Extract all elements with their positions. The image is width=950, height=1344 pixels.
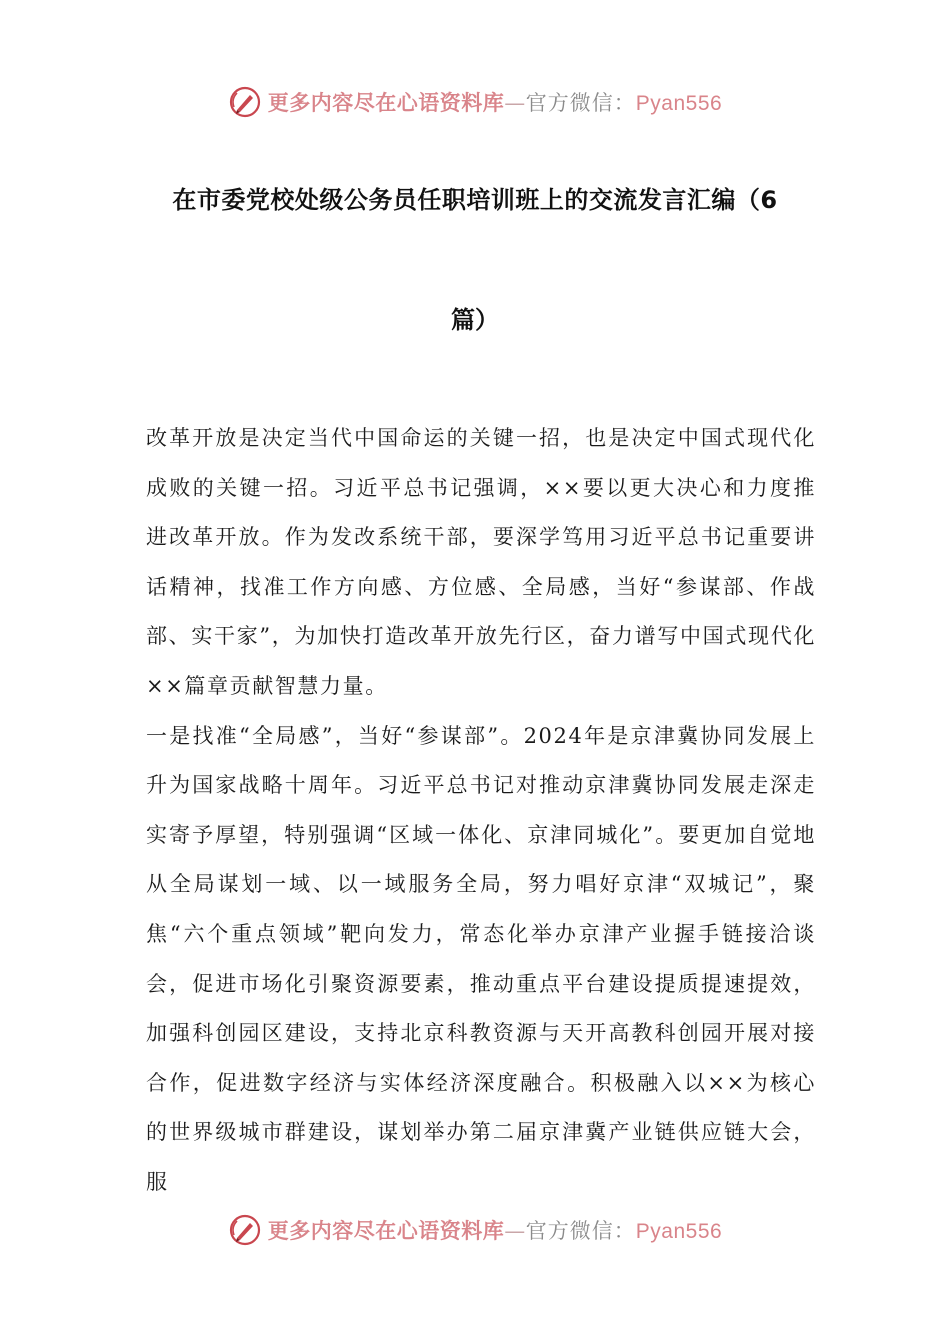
document-title-line-1: 在市委党校处级公务员任职培训班上的交流发言汇编（6	[172, 186, 778, 214]
body-paragraph: 一是找准“全局感”，当好“参谋部”。2024年是京津冀协同发展上升为国家战略十周年。习近平总书记对推动京津冀协同发展走深走实寄予厚望，特别强调“区域一体化、京津同城化”。要更加自觉地从全局谋划一域、以一域服务全局，努力唱好京津“双城记”，聚焦“六个重点领域”靶向发力，常态化举办京津产业握手链接洽谈会，促进市场化引聚资源要素，推动重点平台建设提质提速提效，加强科创园区建设，支持北京科教资源与天开高教科创园开展对接合作，促进数字经济与实体经济深度融合。积极融入以××为核心的世界级城市群建设，谋划举办第二届京津冀产业链供应链大会，服	[146, 723, 816, 1194]
banner-separator: —	[504, 1219, 526, 1243]
banner-brand-text: 更多内容尽在心语资料库	[267, 1218, 505, 1243]
pen-logo-icon	[228, 1213, 262, 1247]
document-title-line-2: 篇）	[451, 306, 499, 334]
banner-separator: —	[504, 91, 526, 115]
document-body	[146, 414, 816, 1208]
pen-logo-icon	[228, 85, 262, 119]
banner-wechat-label: 官方微信：	[525, 91, 636, 115]
banner-brand-text: 更多内容尽在心语资料库	[267, 90, 505, 115]
banner-wechat-id: Pyan556	[635, 92, 723, 115]
header-banner	[0, 80, 950, 124]
banner-wechat-label: 官方微信：	[525, 1219, 636, 1243]
footer-banner	[0, 1208, 950, 1252]
body-paragraph: 改革开放是决定当代中国命运的关键一招，也是决定中国式现代化成败的关键一招。习近平总书记强调，××要以更大决心和力度推进改革开放。作为发改系统干部，要深学笃用习近平总书记重要讲话精神，找准工作方向感、方位感、全局感，当好“参谋部、作战部、实干家”，为加快打造改革开放先行区，奋力谱写中国式现代化××篇章贡献智慧力量。	[146, 426, 816, 698]
banner-wechat-id: Pyan556	[635, 1220, 723, 1243]
